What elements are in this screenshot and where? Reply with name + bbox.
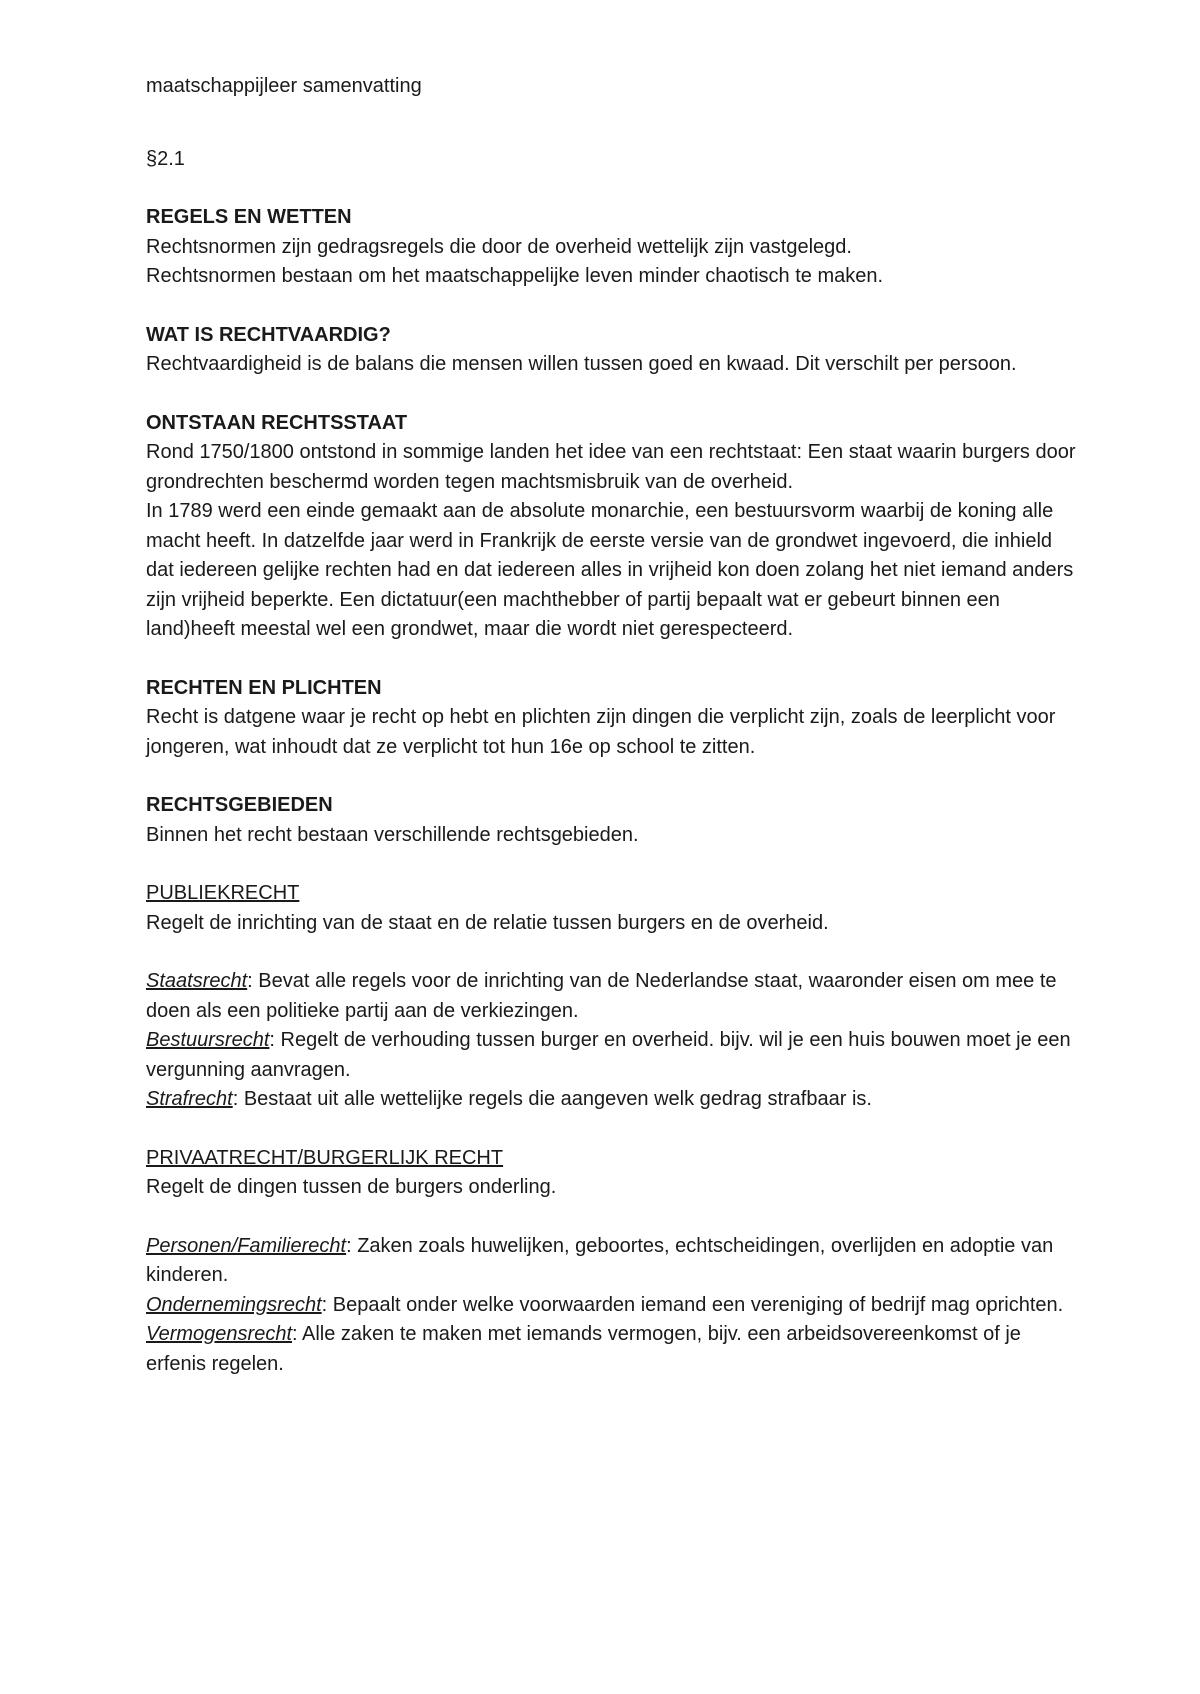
- definition-text: : Bestaat uit alle wettelijke regels die aangeven welk gedrag strafbaar is.: [232, 1088, 872, 1110]
- section-heading: RECHTEN EN PLICHTEN: [146, 676, 382, 699]
- paragraph: Binnen het recht bestaan verschillende rechtsgebieden.: [146, 823, 639, 846]
- section-regels-en-wetten: [146, 203, 1076, 292]
- paragraph: Rond 1750/1800 ontstond in sommige landen het idee van een rechtstaat: Een staat waarin burgers door grondrechten beschermd worden tegen machtsmisbruik van de overheid.: [146, 441, 1076, 493]
- document-title: maatschappijleer samenvatting: [146, 75, 422, 97]
- definition-term: Strafrecht: [146, 1088, 233, 1110]
- paragraph: Recht is datgene waar je recht op hebt en plichten zijn dingen die verplicht zijn, zoals de leerplicht voor jongeren, wat inhoudt dat ze verplicht tot hun 16e op school te zitten.: [146, 706, 1056, 758]
- section-number: §2.1: [146, 147, 185, 170]
- section-heading: RECHTSGEBIEDEN: [146, 794, 333, 816]
- definition-item: [146, 967, 1076, 1026]
- section-heading: REGELS EN WETTEN: [146, 206, 352, 228]
- definition-item: [146, 1320, 1076, 1379]
- paragraph: Rechtsnormen zijn gedragsregels die door de overheid wettelijk zijn vastgelegd.: [146, 235, 852, 258]
- definition-text: : Alle zaken te maken met iemands vermogen, bijv. een arbeidsovereenkomst of je erfenis regelen.: [146, 1323, 1021, 1375]
- definition-term: Staatsrecht: [146, 970, 248, 992]
- definition-term: Ondernemingsrecht: [146, 1293, 322, 1316]
- section-ontstaan-rechtsstaat: [146, 409, 1076, 645]
- subsection-heading: PUBLIEKRECHT: [146, 882, 300, 904]
- definition-text: : Bevat alle regels voor de inrichting van de Nederlandse staat, waaronder eisen om mee te doen als een politieke partij aan de verkiezingen.: [146, 970, 1057, 1022]
- subsection-privaatrecht-terms: [146, 1232, 1076, 1380]
- section-rechten-en-plichten: [146, 674, 1076, 763]
- paragraph: Regelt de dingen tussen de burgers onderling.: [146, 1176, 557, 1198]
- subsection-privaatrecht-intro: [146, 1144, 1076, 1203]
- definition-term: Personen/Familierecht: [146, 1234, 347, 1257]
- section-wat-is-rechtvaardig: [146, 321, 1076, 380]
- definition-item: [146, 1291, 1076, 1321]
- subsection-heading: PRIVAATRECHT/BURGERLIJK RECHT: [146, 1146, 504, 1169]
- subsection-publiekrecht-intro: [146, 879, 1076, 938]
- subsection-publiekrecht-terms: [146, 967, 1076, 1115]
- paragraph: Rechtvaardigheid is de balans die mensen willen tussen goed en kwaad. Dit verschilt per persoon.: [146, 353, 1017, 375]
- section-heading: WAT IS RECHTVAARDIG?: [146, 323, 391, 346]
- definition-term: Bestuursrecht: [146, 1029, 270, 1051]
- document-content: [146, 72, 1076, 1408]
- definition-text: : Zaken zoals huwelijken, geboortes, echtscheidingen, overlijden en adoptie van kinderen.: [146, 1234, 1054, 1286]
- paragraph: Rechtsnormen bestaan om het maatschappelijke leven minder chaotisch te maken.: [146, 265, 884, 287]
- paragraph: In 1789 werd een einde gemaakt aan de absolute monarchie, een bestuursvorm waarbij de koning alle macht heeft. In datzelfde jaar werd in Frankrijk de eerste versie van de grondwet ingevoerd, die inhield dat iedereen gelijke rechten had en dat iedereen alles in vrijheid kon doen zolang het niet iemand anders zijn vrijheid beperkte. Een dictatuur(een machthebber of partij bepaalt wat er gebeurt binnen een land)heeft meestal wel een grondwet, maar die wordt niet gerespecteerd.: [146, 500, 1074, 640]
- section-heading: ONTSTAAN RECHTSSTAAT: [146, 411, 408, 434]
- definition-item: [146, 1085, 1076, 1115]
- definition-text: : Regelt de verhouding tussen burger en overheid. bijv. wil je een huis bouwen moet je een vergunning aanvragen.: [146, 1029, 1071, 1081]
- definition-item: [146, 1232, 1076, 1291]
- definition-item: [146, 1026, 1076, 1085]
- definition-term: Vermogensrecht: [146, 1323, 292, 1345]
- definition-text: : Bepaalt onder welke voorwaarden iemand een vereniging of bedrijf mag oprichten.: [321, 1293, 1064, 1316]
- paragraph: Regelt de inrichting van de staat en de relatie tussen burgers en de overheid.: [146, 911, 829, 934]
- section-rechtsgebieden: [146, 791, 1076, 850]
